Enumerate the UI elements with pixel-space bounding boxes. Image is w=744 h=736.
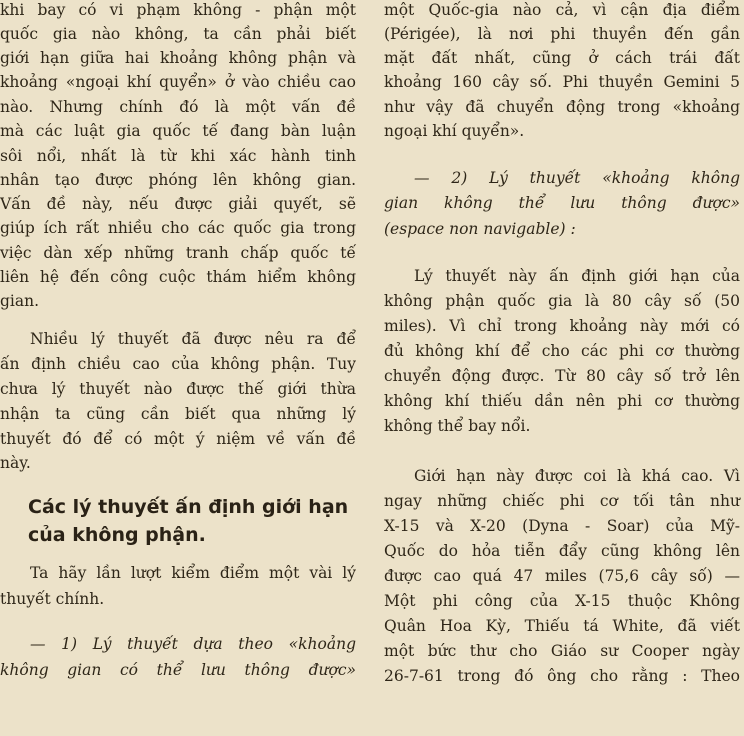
text-line: Nhiều lý thuyết đã được nêu ra để bbox=[30, 330, 356, 348]
text-line: Ta hãy lần lượt kiểm điểm một vài lý bbox=[30, 564, 356, 582]
theory-heading: — 2) Lý thuyết «khoảng không bbox=[414, 169, 740, 187]
section-heading: của không phận. bbox=[28, 524, 206, 546]
text-line: Một phi công của X-15 thuộc Không bbox=[384, 592, 740, 610]
text-line: đủ không khí để cho các phi cơ thường bbox=[384, 342, 740, 360]
theory-heading: không gian có thể lưu thông được» bbox=[0, 661, 356, 679]
text-line: nhân tạo được phóng lên không gian. bbox=[0, 171, 356, 189]
text-line: giới hạn giữa hai khoảng không phận và bbox=[0, 49, 356, 67]
theory-heading: — 1) Lý thuyết dựa theo «khoảng bbox=[30, 635, 356, 653]
text-line: quốc gia nào không, ta cần phải biết bbox=[0, 25, 356, 43]
text-line: khoảng «ngoại khí quyển» ở vào chiều cao bbox=[0, 73, 356, 91]
text-line: việc dàn xếp những tranh chấp quốc tế bbox=[0, 244, 356, 262]
text-line: khoảng 160 cây số. Phi thuyền Gemini 5 bbox=[384, 73, 740, 91]
text-line: thuyết chính. bbox=[0, 590, 105, 608]
text-line: sôi nổi, nhất là từ khi xác hành tinh bbox=[0, 147, 356, 165]
text-line: chưa lý thuyết nào được thế giới thừa bbox=[0, 380, 356, 398]
text-line: mặt đất nhất, cũng ở cách trái đất bbox=[384, 49, 740, 67]
text-line: như vậy đã chuyển động trong «khoảng bbox=[384, 98, 740, 116]
text-line: không phận quốc gia là 80 cây số (50 bbox=[384, 292, 740, 310]
text-line: nào. Nhưng chính đó là một vấn đề bbox=[0, 98, 356, 116]
text-line: X-15 và X-20 (Dyna - Soar) của Mỹ- bbox=[384, 517, 740, 535]
text-line: Lý thuyết này ấn định giới hạn của bbox=[414, 267, 740, 285]
text-line: 26-7-61 trong đó ông cho rằng : Theo bbox=[384, 667, 740, 685]
text-line: khi bay có vi phạm không - phận một bbox=[0, 1, 356, 19]
text-line: liên hệ đến công cuộc thám hiểm không bbox=[0, 268, 356, 286]
text-line: gian. bbox=[0, 292, 40, 310]
text-line: một bức thư cho Giáo sư Cooper ngày bbox=[384, 642, 740, 660]
text-line: (Périgée), là nơi phi thuyền đến gần bbox=[384, 25, 740, 43]
text-line: ngoại khí quyển». bbox=[384, 122, 525, 140]
text-line: Quân Hoa Kỳ, Thiếu tá White, đã viết bbox=[384, 617, 740, 635]
theory-heading: (espace non navigable) : bbox=[384, 220, 576, 238]
section-heading: Các lý thuyết ấn định giới hạn bbox=[28, 496, 349, 518]
text-line: này. bbox=[0, 454, 31, 472]
text-line: nhận ta cũng cần biết qua những lý bbox=[0, 405, 356, 423]
text-line: miles). Vì chỉ trong khoảng này mới có bbox=[384, 317, 740, 335]
text-line: ấn định chiều cao của không phận. Tuy bbox=[0, 355, 356, 373]
text-line: một Quốc-gia nào cả, vì cận địa điểm bbox=[384, 1, 740, 19]
text-line: Quốc do hỏa tiễn đẩy cũng không lên bbox=[384, 542, 740, 560]
theory-heading: gian không thể lưu thông được» bbox=[384, 194, 740, 212]
text-line: Vấn đề này, nếu được giải quyết, sẽ bbox=[0, 195, 356, 213]
text-line: giúp ích rất nhiều cho các quốc gia trong bbox=[0, 219, 356, 237]
text-line: chuyển động được. Từ 80 cây số trở lên bbox=[384, 367, 740, 385]
text-line: thuyết đó để có một ý niệm về vấn đề bbox=[0, 430, 356, 448]
text-line: không khí thiếu dần nên phi cơ thường bbox=[384, 392, 740, 410]
text-line: ngay những chiếc phi cơ tối tân như bbox=[384, 492, 740, 510]
text-line: được cao quá 47 miles (75,6 cây số) — bbox=[384, 567, 740, 585]
text-line: Giới hạn này được coi là khá cao. Vì bbox=[414, 467, 740, 485]
text-line: không thể bay nổi. bbox=[384, 417, 531, 435]
text-line: mà các luật gia quốc tế đang bàn luận bbox=[0, 122, 356, 140]
